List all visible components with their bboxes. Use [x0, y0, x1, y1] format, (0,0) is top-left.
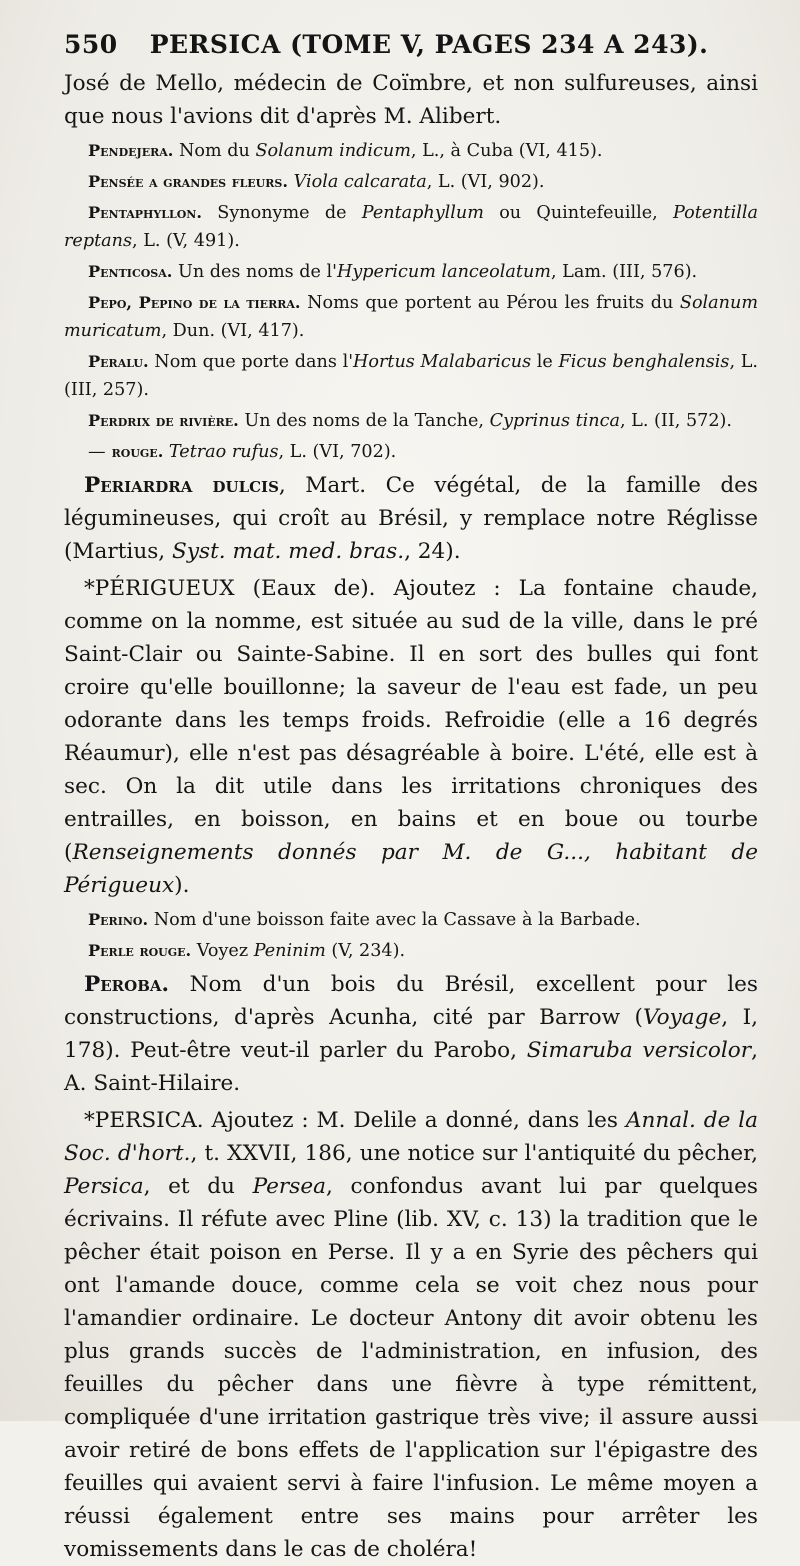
entry-pendejera: Pendejera. Nom du Solanum indicum, L., à Cuba (VI, 415). [88, 141, 603, 161]
entry-pensee: Pensée a grandes fleurs. Viola calcarata, L. (VI, 902). [88, 172, 545, 192]
entry-term: Perino. [88, 910, 149, 929]
entry-term: Peralu. [88, 352, 149, 371]
entry-peralu: Peralu. Nom que porte dans l'Hortus Malabaricus le Ficus benghalensis, L. (III, 257). [64, 352, 758, 400]
entry-persica: *PERSICA. Ajoutez : M. Delile a donné, dans les Annal. de la Soc. d'hort., t. XXVII, 186, une notice sur l'antiquité du pêcher, Persica, et du Persea, confondus avant lui par quelques écrivains. Il réfute avec Pline (lib. XV, c. 13) la tradition que le pêcher était poison en Perse. Il y a en Syrie des pêchers qui ont l'amande douce, comme cela se voit chez nous pour l'amandier ordinaire. Le docteur Antony dit avoir obtenu les plus grands succès de l'administration, en infusion, des feuilles du pêcher dans une fièvre à type rémittent, compliquée d'une irritation gastrique très vive; il assure aussi avoir retiré de bons effets de l'application sur l'épigastre des feuilles qui avaient servi à faire l'infusion. Le même moyen a réussi également entre ses mains pour arrêter les vomissements dans le cas de choléra! [64, 1108, 758, 1562]
entry-penticosa: Penticosa. Un des noms de l'Hypericum lanceolatum, Lam. (III, 576). [88, 262, 698, 282]
entry-perle-rouge: Perle rouge. Voyez Peninim (V, 234). [88, 941, 406, 961]
entry-term: rouge. [111, 442, 164, 461]
entry-perdrix: Perdrix de rivière. Un des noms de la Tanche, Cyprinus tinca, L. (II, 572). [88, 411, 733, 431]
running-title: PERSICA (TOME V, PAGES 234 A 243). [149, 30, 709, 59]
entry-perdrix-rouge: — rouge. Tetrao rufus, L. (VI, 702). [88, 442, 397, 462]
entry-perigueux: *PÉRIGUEUX (Eaux de). Ajoutez : La fontaine chaude, comme on la nomme, est située au sud de la ville, dans le pré Saint-Clair ou Sainte-Sabine. Il en sort des bulles qui font croire qu'elle bouillonne; la saveur de l'eau est fade, un peu odorante dans les temps froids. Refroidie (elle a 16 degrés Réaumur), elle n'est pas désagréable à boire. L'été, elle est à sec. On la dit utile dans les irritations chroniques des entrailles, en boisson, en bains et en boue ou tourbe (Renseignements donnés par M. de G..., habitant de Périgueux). [64, 576, 758, 898]
entry-term: Pensée a grandes fleurs. [88, 172, 288, 191]
entry-pentaphyllon: Pentaphyllon. Synonyme de Pentaphyllum ou Quintefeuille, Potentilla reptans, L. (V, 491). [64, 203, 758, 251]
entry-term: Pepo, Pepino de la tierra. [88, 293, 301, 312]
page-number: 550 [64, 30, 118, 59]
entry-term: Perle rouge. [88, 941, 192, 960]
entry-periardra: Periardra dulcis, Mart. Ce végétal, de la famille des légumineuses, qui croît au Brésil, y remplace notre Réglisse (Martius, Syst. mat. med. bras., 24). [64, 473, 759, 564]
running-header [64, 30, 758, 59]
entry-pepo: Pepo, Pepino de la tierra. Noms que portent au Pérou les fruits du Solanum muricatum, Dun. (VI, 417). [64, 293, 758, 341]
continuation-paragraph: José de Mello, médecin de Coïmbre, et non sulfureuses, ainsi que nous l'avions dit d'après M. Alibert. [64, 71, 758, 129]
entry-term: Periardra dulcis [84, 473, 279, 498]
entry-term: Peroba. [84, 972, 170, 997]
entry-term: Pentaphyllon. [88, 203, 202, 222]
entry-term: Pendejera. [88, 141, 174, 160]
entry-perino: Perino. Nom d'une boisson faite avec la Cassave à la Barbade. [88, 910, 641, 930]
entry-peroba: Peroba. Nom d'un bois du Brésil, excellent pour les constructions, d'après Acunha, cité par Barrow (Voyage, I, 178). Peut-être veut-il parler du Parobo, Simaruba versicolor, A. Saint-Hilaire. [64, 972, 759, 1096]
entry-term: Penticosa. [88, 262, 173, 281]
entry-term: Perdrix de rivière. [88, 411, 239, 430]
